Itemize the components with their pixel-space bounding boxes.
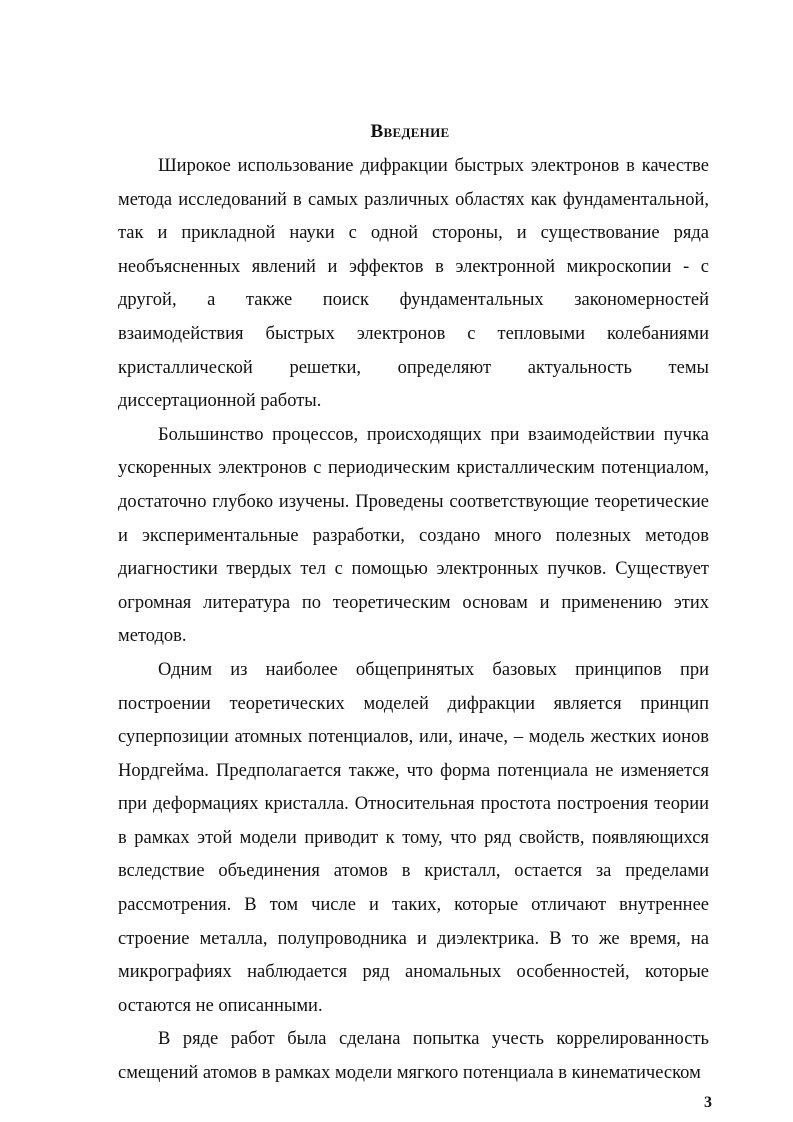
paragraph: Большинство процессов, происходящих при взаимодействии пучка ускоренных электронов с периодическим кристаллическим потенциалом, достаточно глубоко изучены. Проведены соответствующие теоретические и экспериментальные разработки, создано много полезных методов диагностики твердых тел с помощью электронных пучков. Существует огромная литература по теоретическим основам и применению этих методов. [118, 424, 709, 647]
paragraph: Одним из наиболее общепринятых базовых принципов при построении теоретических моделей дифракции является принцип суперпозиции атомных потенциалов, или, иначе, – модель жестких ионов Нордгейма. Предполагается также, что форма потенциала не изменяется при деформациях кристалла. Относительная простота построения теории в рамках этой модели приводит к тому, что ряд свойств, появляющихся вследствие объединения атомов в кристалл, остается за пределами рассмотрения. В том числе и таких, которые отличают внутреннее строение металла, полупроводника и диэлектрика. В то же время, на микрографиях наблюдается ряд аномальных особенностей, которые остаются не описанными. [118, 659, 709, 1016]
page-number: 3 [704, 1094, 712, 1111]
paragraph: Широкое использование дифракции быстрых электронов в качестве метода исследований в самых различных областях как фундаментальной, так и прикладной науки с одной стороны, и существование ряда необъясненных явлений и эффектов в электронной микроскопии - с другой, а также поиск фундаментальных закономерностей взаимодействия быстрых электронов с тепловыми колебаниями кристаллической решетки, определяют актуальность темы диссертационной работы. [118, 156, 709, 412]
paragraph: В ряде работ была сделана попытка учесть коррелированность смещений атомов в рамках модели мягкого потенциала в кинематическом [118, 1029, 709, 1084]
section-heading: Введение [370, 121, 450, 142]
body-text [118, 150, 709, 1091]
